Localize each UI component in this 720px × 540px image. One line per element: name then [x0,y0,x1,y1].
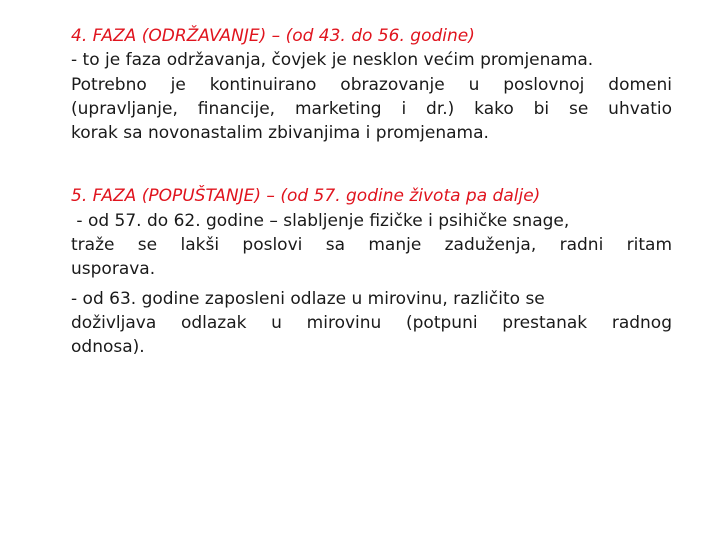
section-5-line: usporava. [71,259,156,280]
section-4-line: korak sa novonastalim zbivanjima i promjenama. [71,123,489,144]
section-4-line: - to je faza održavanja, čovjek je nesklon većim promjenama. [71,50,594,71]
section-5-paragraph-2 [71,287,672,360]
section-5-paragraph-1 [71,209,672,282]
section-4-line: (upravljanje, financije, marketing i dr.) kako bi se uhvatio [71,98,672,119]
section-4-line: Potrebno je kontinuirano obrazovanje u poslovnoj domeni [71,74,672,95]
section-5 [71,184,672,359]
slide-content [71,24,672,360]
section-5-line: - od 57. do 62. godine – slabljenje fizičke i psihičke snage, [71,210,570,231]
section-5-line: odnosa). [71,337,145,358]
section-5-heading: 5. FAZA (POPUŠTANJE) – (od 57. godine života pa dalje) [71,186,541,207]
section-5-line: traže se lakši poslovi sa manje zaduženja, radni ritam [71,235,672,256]
section-4-heading: 4. FAZA (ODRŽAVANJE) – (od 43. do 56. godine) [71,26,475,46]
section-5-line: doživljava odlazak u mirovinu (potpuni prestanak radnog [71,312,672,333]
section-4 [71,24,672,145]
section-spacer [71,145,672,184]
section-5-line: - od 63. godine zaposleni odlaze u mirovinu, različito se [71,288,545,309]
